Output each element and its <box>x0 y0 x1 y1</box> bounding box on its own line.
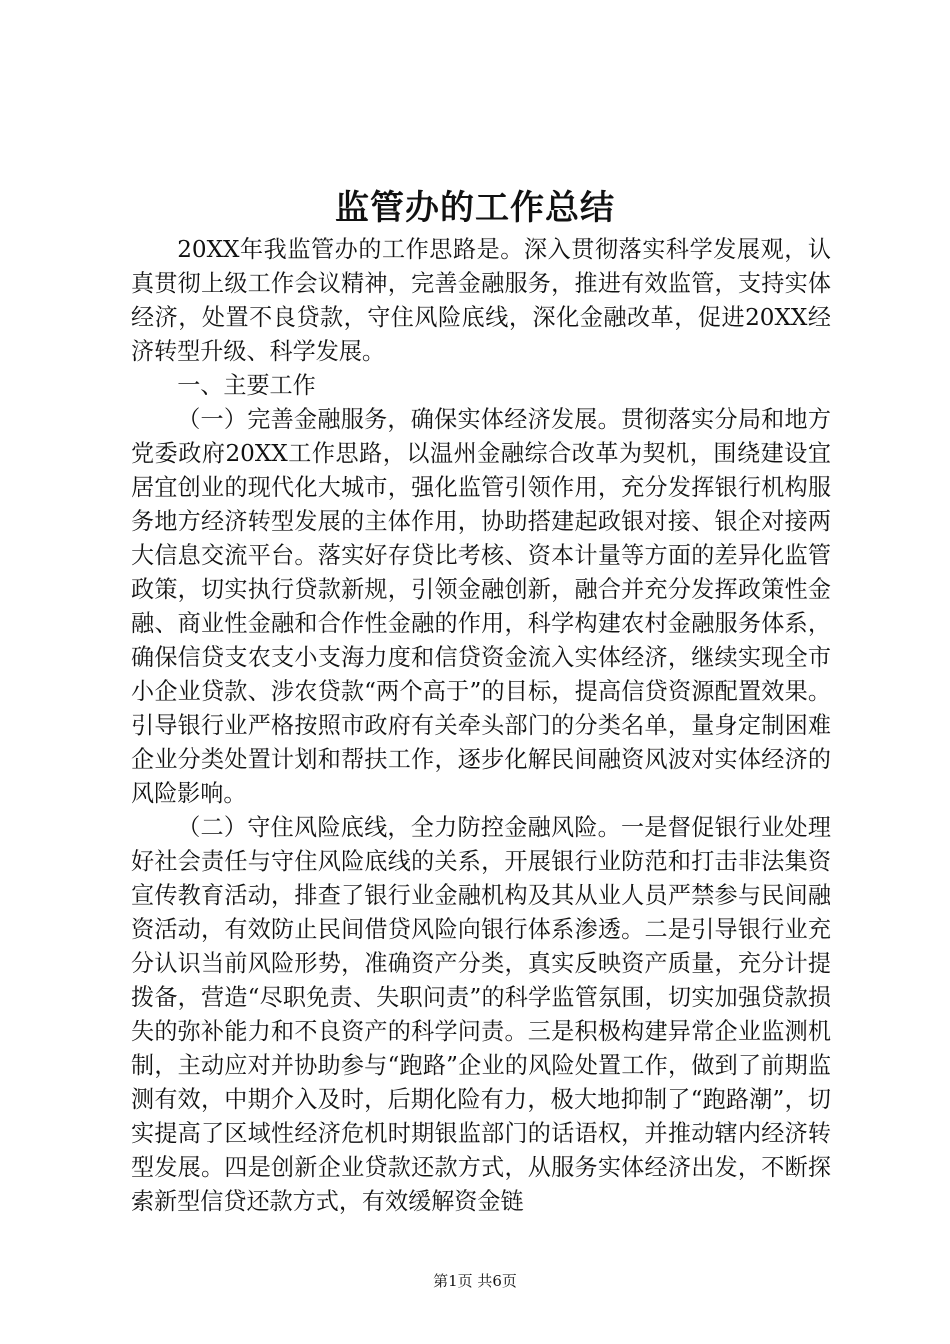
body-paragraph: （二）守住风险底线，全力防控金融风险。一是督促银行业处理好社会责任与守住风险底线的关系，开展银行业防范和打击非法集资宣传教育活动，排查了银行业金融机构及其从业人员严禁参与民间融资活动，有效防止民间借贷风险向银行体系渗透。二是引导银行业充分认识当前风险形势，准确资产分类，真实反映资产质量，充分计提拨备，营造“尽职免责、失职问责”的科学监管氛围，切实加强贷款损失的弥补能力和不良资产的科学问责。三是积极构建异常企业监测机制，主动应对并协助参与“跑路”企业的风险处置工作，做到了前期监测有效，中期介入及时，后期化险有力，极大地抑制了“跑路潮”，切实提高了区域性经济危机时期银监部门的话语权，并推动辖内经济转型发展。四是创新企业贷款还款方式，从服务实体经济出发，不断探索新型信贷还款方式，有效缓解资金链 <box>131 815 831 1215</box>
document-body <box>131 233 831 1219</box>
body-paragraph: （一）完善金融服务，确保实体经济发展。贯彻落实分局和地方党委政府20XX工作思路，以温州金融综合改革为契机，围绕建设宜居宜创业的现代化大城市，强化监管引领作用，充分发挥银行机构服务地方经济转型发展的主体作用，协助搭建起政银对接、银企对接两大信息交流平台。落实好存贷比考核、资本计量等方面的差异化监管政策，切实执行贷款新规，引领金融创新，融合并充分发挥政策性金融、商业性金融和合作性金融的作用，科学构建农村金融服务体系，确保信贷支农支小支海力度和信贷资金流入实体经济，继续实现全市小企业贷款、涉农贷款“两个高于”的目标，提高信贷资源配置效果。引导银行业严格按照市政府有关牵头部门的分类名单，量身定制困难企业分类处置计划和帮扶工作，逐步化解民间融资风波对实体经济的风险影响。 <box>131 407 831 807</box>
section-heading: 一、主要工作 <box>177 373 316 399</box>
page-footer: 第1页 共6页 <box>433 1272 517 1290</box>
document-title: 监管办的工作总结 <box>335 188 615 228</box>
body-paragraph: 20XX年我监管办的工作思路是。深入贯彻落实科学发展观，认真贯彻上级工作会议精神，完善金融服务，推进有效监管，支持实体经济，处置不良贷款，守住风险底线，深化金融改革，促进20XX经济转型升级、科学发展。 <box>131 237 831 365</box>
